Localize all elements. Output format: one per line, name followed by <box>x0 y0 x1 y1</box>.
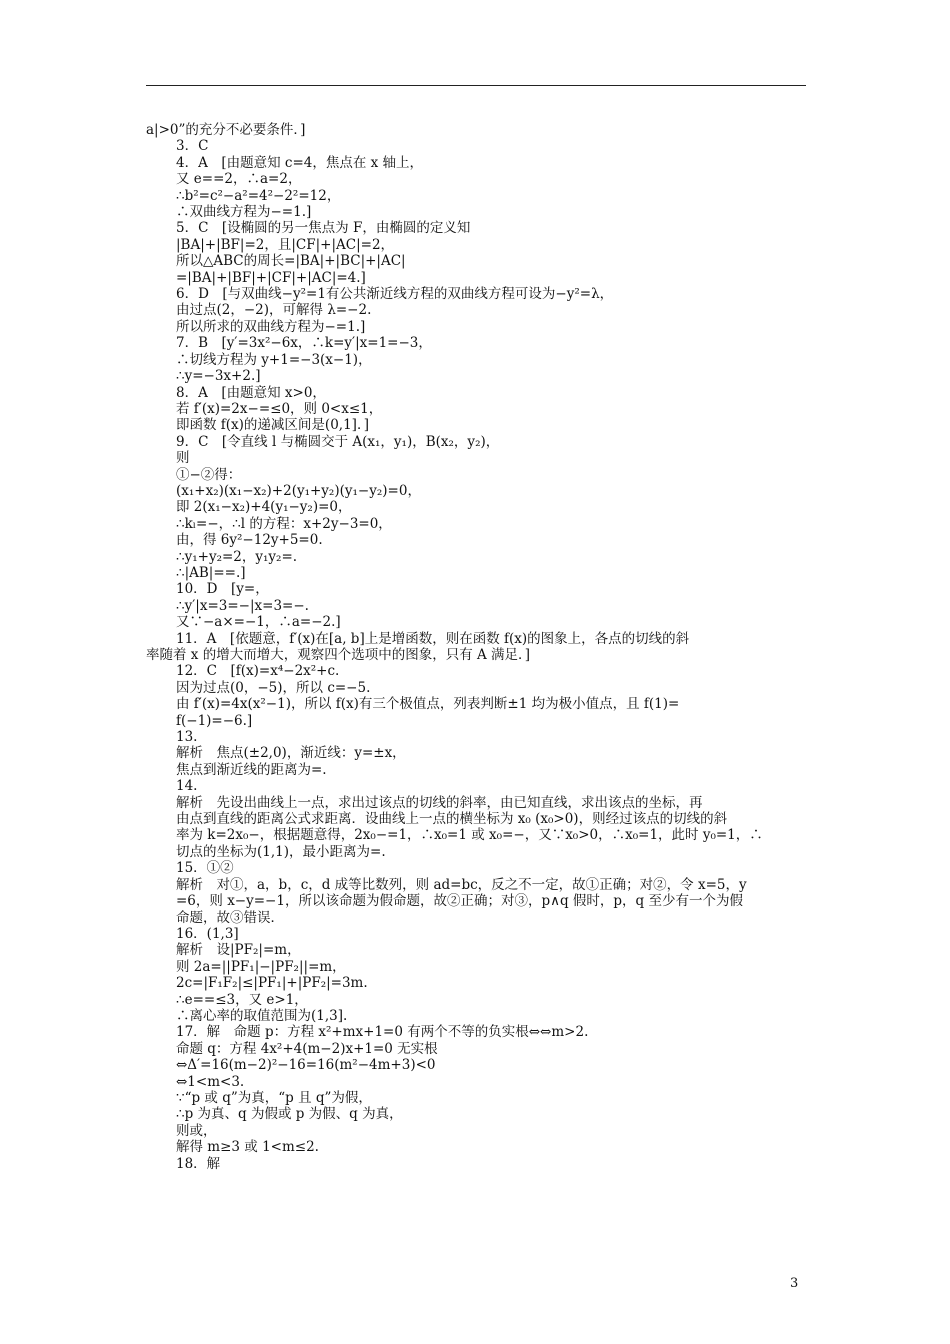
text-line: ∴y=−3x+2.] <box>176 368 261 385</box>
text-line: 10．D [y=， <box>176 581 269 598</box>
text-line: 由点到直线的距离公式求距离．设曲线上一点的横坐标为 x₀ (x₀>0)，则经过该点的切线的斜 <box>176 811 728 828</box>
text-line: 切点的坐标为(1,1)，最小距离为=. <box>176 843 386 860</box>
text-line: 9．C [令直线 l 与椭圆交于 A(x₁，y₁)，B(x₂，y₂)， <box>176 433 500 450</box>
text-line: 因为过点(0，−5)，所以 c=−5. <box>176 679 371 696</box>
text-line: ∴kₗ=−，∴l 的方程：x+2y−3=0， <box>176 515 392 532</box>
page-number: 3 <box>790 1276 799 1291</box>
text-line: ∴切线方程为 y+1=−3(x−1)， <box>176 351 372 368</box>
text-line: 由，得 6y²−12y+5=0. <box>176 532 323 549</box>
text-line: 所以△ABC的周长=|BA|+|BC|+|AC| <box>176 253 406 270</box>
text-line: 所以所求的双曲线方程为−=1.] <box>176 318 366 335</box>
header-rule <box>146 85 806 86</box>
text-line: 18．解 <box>176 1155 221 1172</box>
text-line: 即函数 f(x)的递减区间是(0,1]．] <box>176 417 369 434</box>
text-line: ∴离心率的取值范围为(1,3]. <box>176 1007 348 1024</box>
text-line: |BA|+|BF|=2，且|CF|+|AC|=2， <box>176 236 395 253</box>
text-line: ∴双曲线方程为−=1.] <box>176 204 312 221</box>
text-line: ∴e==≤3，又 e>1， <box>176 991 308 1008</box>
text-line: 12．C [f(x)=x⁴−2x²+c. <box>176 663 340 680</box>
text-line: ∵“p 或 q”为真，“p 且 q”为假， <box>176 1089 372 1106</box>
text-line: 由过点(2，−2)，可解得 λ=−2. <box>176 302 372 319</box>
text-line: 3．C <box>176 138 209 155</box>
text-line: 8．A [由题意知 x>0， <box>176 384 326 401</box>
text-line: ∴p 为真、q 为假或 p 为假、q 为真， <box>176 1106 403 1123</box>
text-line: ⇔Δ′=16(m−2)²−16=16(m²−4m+3)<0 <box>176 1057 436 1074</box>
text-line: 命题，故③错误． <box>176 909 284 926</box>
text-line: 又∵−a×=−1，∴a=−2.] <box>176 614 341 631</box>
text-line: 14. <box>176 778 198 795</box>
text-line: (x₁+x₂)(x₁−x₂)+2(y₁+y₂)(y₁−y₂)=0， <box>176 482 421 499</box>
text-line: =6，则 x−y=−1，所以该命题为假命题，故②正确；对③，p∧q 假时，p，q 至少有一个为假 <box>176 893 743 910</box>
text-line: 解析 焦点(±2,0)，渐近线：y=±x， <box>176 745 406 762</box>
text-line: 则或， <box>176 1122 217 1139</box>
text-line: 4．A [由题意知 c=4，焦点在 x 轴上， <box>176 154 424 171</box>
text-line: ∴|AB|==.] <box>176 564 246 581</box>
text-line: ∴b²=c²−a²=4²−2²=12， <box>176 187 341 204</box>
text-line: ⇔1<m<3. <box>176 1073 245 1090</box>
document-body <box>146 122 810 1172</box>
text-line: 则 <box>176 450 190 467</box>
text-line: 解得 m≥3 或 1<m≤2. <box>176 1139 319 1156</box>
text-line: 15．①② <box>176 860 234 877</box>
text-line: 解析 对①，a，b，c，d 成等比数列，则 ad=bc，反之不一定，故①正确；对②，令 x=5，y <box>176 876 747 893</box>
text-line: 解析 设|PF₂|=m， <box>176 942 301 959</box>
text-line: 命题 q：方程 4x²+4(m−2)x+1=0 无实根 <box>176 1040 438 1057</box>
text-line: 又 e==2，∴a=2， <box>176 171 302 188</box>
text-line: f(−1)=−6.] <box>176 712 253 729</box>
text-line: 11．A [依题意，f′(x)在[a, b]上是增函数，则在函数 f(x)的图象上，各点的切线的斜 <box>176 630 690 647</box>
text-line: ①−②得： <box>176 466 242 483</box>
text-line: ∴y₁+y₂=2，y₁y₂=. <box>176 548 298 565</box>
text-line: 若 f′(x)=2x−=≤0，则 0<x≤1， <box>176 400 383 417</box>
text-line: 即 2(x₁−x₂)+4(y₁−y₂)=0， <box>176 499 352 516</box>
text-line: 17．解 命题 p：方程 x²+mx+1=0 有两个不等的负实根⇔⇔m>2. <box>176 1024 589 1041</box>
text-line: ∴y′|x=3=−|x=3=−. <box>176 597 309 614</box>
text-line: 率随着 x 的增大而增大，观察四个选项中的图象，只有 A 满足．] <box>146 647 531 663</box>
text-line: 则 2a=||PF₁|−|PF₂||=m， <box>176 958 346 975</box>
text-line: 13. <box>176 729 198 746</box>
text-line: a|>0”的充分不必要条件．] <box>146 122 306 138</box>
text-line: 2c=|F₁F₂|≤|PF₁|+|PF₂|=3m. <box>176 975 368 992</box>
text-line: 16．(1,3] <box>176 925 239 942</box>
text-line: 6．D [与双曲线−y²=1有公共渐近线方程的双曲线方程可设为−y²=λ， <box>176 286 614 303</box>
text-line: 率为 k=2x₀−，根据题意得，2x₀−=1，∴x₀=1 或 x₀=−，又∵x₀>0，∴x₀=1，此时 y₀=1，∴ <box>176 827 763 844</box>
text-line: =|BA|+|BF|+|CF|+|AC|=4.] <box>176 269 366 286</box>
text-line: 解析 先设出曲线上一点，求出过该点的切线的斜率，由已知直线，求出该点的坐标，再 <box>176 794 703 811</box>
text-line: 5．C [设椭圆的另一焦点为 F，由椭圆的定义知 <box>176 220 471 237</box>
text-line: 焦点到渐近线的距离为=. <box>176 761 327 778</box>
text-line: 7．B [y′=3x²−6x，∴k=y′|x=1=−3， <box>176 335 432 352</box>
text-line: 由 f′(x)=4x(x²−1)，所以 f(x)有三个极值点，列表判断±1 均为极小值点，且 f(1)= <box>176 696 680 713</box>
